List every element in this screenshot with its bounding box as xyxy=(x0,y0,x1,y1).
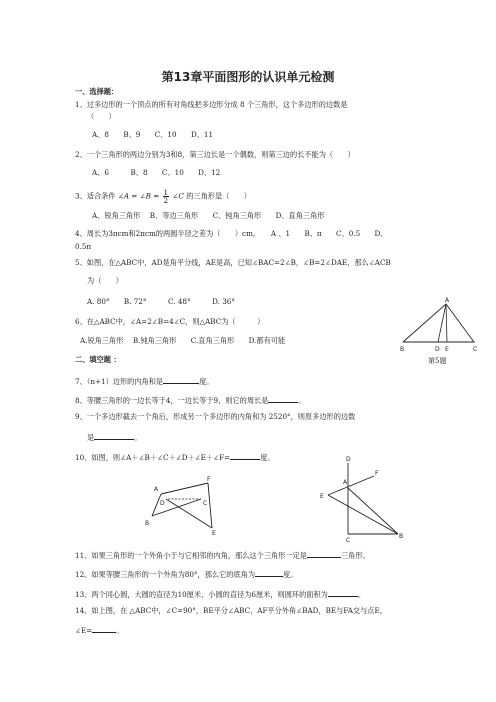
question-14-cont-prefix: ∠E= xyxy=(75,626,93,635)
question-12-text: 12、如果等腰三角形的一个外角为80°，那么它的底角为 xyxy=(75,570,256,579)
segment-ef xyxy=(328,476,374,495)
segment-fe xyxy=(208,483,212,528)
question-2-stem: 2、一个三角形的两边分别为3和8，第三边长是一个偶数，则第三边的长不能为（ ） xyxy=(75,150,355,159)
question-14-suffix: 。 xyxy=(116,626,124,635)
figure-5-triangle xyxy=(395,296,485,368)
question-9-text: 9、一个多边形截去一个角后，形成另一个多边形的内角和为 2520°，则原多边形的边数 xyxy=(75,412,356,421)
segment-eb xyxy=(328,495,398,534)
question-5-paren: 为（ ） xyxy=(87,276,123,285)
segment-af xyxy=(161,483,208,494)
fraction-numerator: 1 xyxy=(163,188,169,197)
answer-blank[interactable] xyxy=(268,394,298,403)
question-10 xyxy=(75,451,275,462)
label-f: F xyxy=(375,470,379,477)
label-e: E xyxy=(445,346,449,353)
question-2-options: A、6 B、8 C、10 D、12 xyxy=(92,168,221,177)
question-3-formula-right: ∠C xyxy=(172,191,184,201)
question-3-prefix: 3、适合条件 xyxy=(75,191,116,201)
question-5-stem: 5、如图，在△ABC中，AD是角平分线，AE是高，已知∠BAC=2∠B，∠B=2∠DAE，那么∠ACB xyxy=(75,258,391,267)
label-f: F xyxy=(207,476,211,483)
question-6-stem: 6、在△ABC中，∠A=2∠B=4∠C，则△ABC为（ ） xyxy=(75,317,265,326)
label-a: A xyxy=(445,297,450,304)
question-5-options: A. 80° B. 72° C. 48° D. 36° xyxy=(87,297,235,306)
question-13 xyxy=(75,588,365,599)
question-14-cont xyxy=(75,624,124,635)
label-e: E xyxy=(320,493,324,500)
question-4-cont: 0.5π xyxy=(75,242,92,251)
label-c: C xyxy=(203,500,208,507)
question-3-fraction xyxy=(163,189,170,204)
question-11-suffix: 三角形。 xyxy=(340,551,370,560)
fraction-denominator: 2 xyxy=(163,196,169,205)
segment-ab xyxy=(348,488,398,534)
question-11-text: 11、如果三角形的一个外角小于与它相邻的内角，那么这个三角形一定是 xyxy=(75,551,307,560)
label-c: C xyxy=(346,537,351,544)
label-d: D xyxy=(435,346,440,353)
question-3-stem xyxy=(75,189,251,204)
answer-blank[interactable] xyxy=(163,375,199,384)
label-c: C xyxy=(473,346,478,353)
question-7-suffix: 度。 xyxy=(199,377,214,386)
section-fill-heading: 二、填空题 ： xyxy=(75,355,121,364)
question-13-text: 13、两个同心圆，大圆的直径为10厘米，小圆的直径为6厘米，则圆环的面积为 xyxy=(75,590,328,599)
label-e: E xyxy=(212,530,216,537)
page-title: 第13章平面图形的认识单元检测 xyxy=(161,70,335,84)
question-12-suffix: 度。 xyxy=(283,570,298,579)
question-3-options: A、锐角三角形 B、等边三角形 C、钝角三角形 D、直角三角形 xyxy=(92,211,325,220)
question-14-text: 14、如上图，在 △ABC中，∠C=90°，BE平分∠ABC，AF平分外角∠BAD，BE与FA交与点E， xyxy=(75,606,387,615)
question-9-cont xyxy=(87,431,141,442)
question-10-text: 10、如图，则∠A＋∠B＋∠C＋∠D＋∠E＋∠F= xyxy=(75,453,231,462)
label-a: A xyxy=(154,486,159,493)
triangle-abc xyxy=(403,304,474,342)
figure-5-caption: 第5题 xyxy=(428,357,447,365)
question-4-stem: 4、周长为3πcm和2πcm的两圆半径之差为（ ）cm。 A 、1 B、π C、0.5 D、 xyxy=(75,229,388,238)
answer-blank[interactable] xyxy=(255,568,283,577)
question-12 xyxy=(75,568,297,579)
question-3-formula-left: ∠A = ∠B = xyxy=(117,191,160,201)
question-7-text: 7、（n+1）边形的内角和是 xyxy=(75,377,164,386)
section-choice-heading: 一、选择题： xyxy=(75,87,119,96)
figure-14-triangle xyxy=(312,454,412,544)
answer-blank[interactable] xyxy=(94,431,134,440)
segment-ae xyxy=(446,304,447,342)
answer-blank[interactable] xyxy=(307,549,341,558)
question-8-suffix: 。 xyxy=(298,396,306,405)
answer-blank[interactable] xyxy=(230,451,260,460)
question-1-options: A、8 B、9 C、10 D、11 xyxy=(92,130,214,139)
question-10-suffix: 度。 xyxy=(260,453,275,462)
question-8 xyxy=(75,394,306,405)
question-6-options: A.锐角三角形 B.钝角三角形 C.直角三角形 D.都有可能 xyxy=(80,336,286,345)
question-9-cont-prefix: 是 xyxy=(87,433,95,442)
question-3-suffix: 的三角形是（ ） xyxy=(186,191,251,201)
answer-blank[interactable] xyxy=(328,588,358,597)
question-1-paren: （ ） xyxy=(87,112,116,121)
question-7 xyxy=(75,375,213,386)
answer-blank[interactable] xyxy=(92,624,116,633)
question-13-suffix: 。 xyxy=(357,590,366,599)
question-11 xyxy=(75,549,370,560)
label-d: D xyxy=(160,500,165,507)
question-1-stem: 1、过多边形的一个顶点的所有对角线把多边形分成 8 个三角形，这个多边形的边数是 xyxy=(75,100,348,109)
label-b: B xyxy=(399,533,404,540)
label-b: B xyxy=(400,346,405,353)
question-9-suffix: 。 xyxy=(134,433,142,442)
label-a: A xyxy=(343,479,348,486)
label-d: D xyxy=(346,456,351,463)
figure-10-angles xyxy=(140,470,230,540)
label-b: B xyxy=(145,520,150,527)
question-8-text: 8、等腰三角形的一边长等于4，一边长等于9，则它的周长是 xyxy=(75,396,269,405)
